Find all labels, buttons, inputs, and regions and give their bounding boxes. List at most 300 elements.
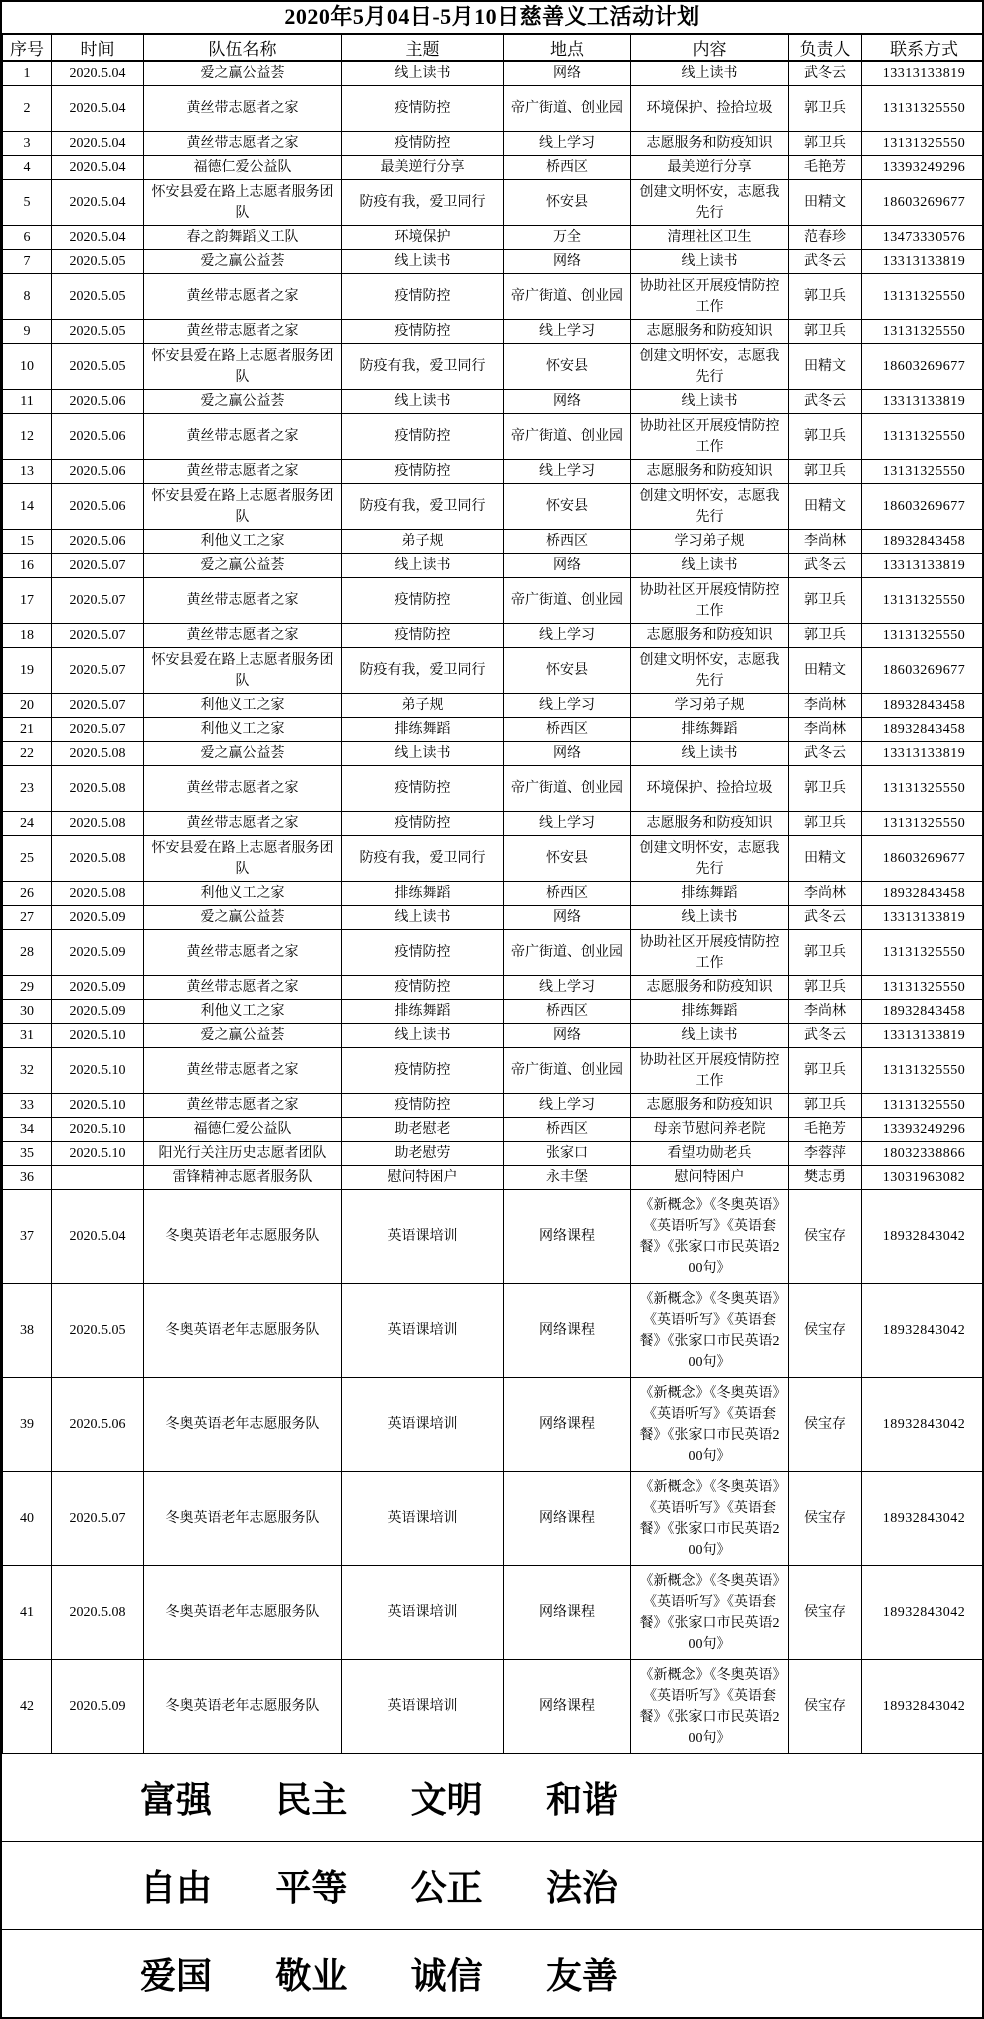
cell-time: 2020.5.07 [52,648,144,694]
cell-contact: 18603269677 [862,484,984,530]
cell-time: 2020.5.10 [52,1142,144,1166]
cell-time: 2020.5.05 [52,320,144,344]
cell-theme: 疫情防控 [342,1048,504,1094]
cell-team: 春之韵舞蹈义工队 [144,226,342,250]
cell-index: 7 [3,250,52,274]
cell-content: 排练舞蹈 [631,882,789,906]
cell-content: 创建文明怀安，志愿我先行 [631,836,789,882]
cell-time: 2020.5.09 [52,976,144,1000]
cell-index: 20 [3,694,52,718]
cell-theme: 线上读书 [342,1024,504,1048]
table-row [3,344,984,390]
cell-theme: 排练舞蹈 [342,718,504,742]
cell-location: 网络课程 [504,1190,631,1284]
cell-theme: 疫情防控 [342,132,504,156]
cell-index: 41 [3,1566,52,1660]
cell-leader: 田精文 [789,648,862,694]
cell-theme: 最美逆行分享 [342,156,504,180]
cell-content: 《新概念》《冬奥英语》《英语听写》《英语套餐》《张家口市民英语200句》 [631,1566,789,1660]
cell-leader: 李尚林 [789,530,862,554]
cell-time: 2020.5.04 [52,226,144,250]
cell-time: 2020.5.08 [52,742,144,766]
cell-location: 网络 [504,390,631,414]
cell-theme: 排练舞蹈 [342,1000,504,1024]
cell-index: 26 [3,882,52,906]
cell-content: 志愿服务和防疫知识 [631,320,789,344]
cell-index: 39 [3,1378,52,1472]
cell-team: 爱之赢公益荟 [144,390,342,414]
cell-theme: 疫情防控 [342,274,504,320]
cell-time: 2020.5.05 [52,1284,144,1378]
table-row [3,1094,984,1118]
cell-index: 32 [3,1048,52,1094]
table-row [3,1118,984,1142]
cell-theme: 英语课培训 [342,1472,504,1566]
cell-content: 《新概念》《冬奥英语》《英语听写》《英语套餐》《张家口市民英语200句》 [631,1190,789,1284]
cell-content: 排练舞蹈 [631,1000,789,1024]
cell-content: 母亲节慰问养老院 [631,1118,789,1142]
cell-team: 黄丝带志愿者之家 [144,1094,342,1118]
table-row [3,320,984,344]
cell-content: 慰问特困户 [631,1166,789,1190]
cell-team: 黄丝带志愿者之家 [144,274,342,320]
cell-theme: 英语课培训 [342,1284,504,1378]
cell-content: 协助社区开展疫情防控工作 [631,578,789,624]
cell-contact: 18932843042 [862,1660,984,1754]
cell-content: 协助社区开展疫情防控工作 [631,274,789,320]
cell-location: 帝广街道、创业园 [504,578,631,624]
core-values-footer [2,1754,982,2017]
cell-contact: 18932843042 [862,1284,984,1378]
cell-content: 创建文明怀安，志愿我先行 [631,484,789,530]
cell-team: 冬奥英语老年志愿服务队 [144,1660,342,1754]
cell-content: 环境保护、捡拾垃圾 [631,86,789,132]
cell-index: 24 [3,812,52,836]
cell-theme: 英语课培训 [342,1190,504,1284]
cell-contact: 18932843458 [862,882,984,906]
cell-team: 黄丝带志愿者之家 [144,578,342,624]
cell-team: 黄丝带志愿者之家 [144,132,342,156]
cell-theme: 助老慰劳 [342,1142,504,1166]
table-row [3,554,984,578]
cell-theme: 疫情防控 [342,414,504,460]
cell-location: 帝广街道、创业园 [504,766,631,812]
cell-time: 2020.5.04 [52,132,144,156]
cell-team: 冬奥英语老年志愿服务队 [144,1472,342,1566]
table-row [3,1000,984,1024]
cell-time: 2020.5.08 [52,836,144,882]
cell-time: 2020.5.06 [52,484,144,530]
cell-index: 3 [3,132,52,156]
core-value-word: 友善 [545,1956,618,1996]
cell-index: 12 [3,414,52,460]
cell-leader: 毛艳芳 [789,156,862,180]
cell-contact: 13313133819 [862,61,984,86]
core-value-word: 公正 [410,1868,483,1908]
cell-leader: 侯宝存 [789,1660,862,1754]
cell-team: 爱之赢公益荟 [144,742,342,766]
cell-location: 桥西区 [504,156,631,180]
core-value-word: 法治 [545,1868,618,1908]
cell-team: 冬奥英语老年志愿服务队 [144,1378,342,1472]
core-value-word: 爱国 [140,1956,213,1996]
cell-leader: 郭卫兵 [789,1048,862,1094]
cell-leader: 李尚林 [789,882,862,906]
cell-time: 2020.5.07 [52,694,144,718]
cell-theme: 疫情防控 [342,86,504,132]
cell-location: 帝广街道、创业园 [504,274,631,320]
cell-contact: 13131325550 [862,460,984,484]
table-row [3,1472,984,1566]
cell-theme: 疫情防控 [342,320,504,344]
cell-location: 线上学习 [504,976,631,1000]
cell-time: 2020.5.05 [52,344,144,390]
cell-leader: 郭卫兵 [789,86,862,132]
cell-index: 17 [3,578,52,624]
table-row [3,578,984,624]
table-row [3,460,984,484]
cell-team: 利他义工之家 [144,882,342,906]
cell-team: 怀安县爱在路上志愿者服务团队 [144,180,342,226]
table-row [3,274,984,320]
cell-theme: 疫情防控 [342,1094,504,1118]
cell-location: 帝广街道、创业园 [504,1048,631,1094]
cell-contact: 18032338866 [862,1142,984,1166]
cell-location: 帝广街道、创业园 [504,86,631,132]
core-value-word: 富强 [140,1780,213,1820]
cell-leader: 郭卫兵 [789,624,862,648]
cell-leader: 田精文 [789,484,862,530]
column-header-time: 时间 [52,35,144,62]
table-row [3,484,984,530]
cell-location: 桥西区 [504,530,631,554]
cell-team: 冬奥英语老年志愿服务队 [144,1190,342,1284]
cell-team: 黄丝带志愿者之家 [144,976,342,1000]
cell-index: 18 [3,624,52,648]
cell-location: 怀安县 [504,836,631,882]
cell-leader: 李尚林 [789,1000,862,1024]
cell-time: 2020.5.10 [52,1024,144,1048]
cell-index: 1 [3,61,52,86]
cell-index: 28 [3,930,52,976]
cell-time: 2020.5.09 [52,930,144,976]
cell-index: 25 [3,836,52,882]
table-row [3,648,984,694]
cell-contact: 13313133819 [862,906,984,930]
cell-content: 看望功勋老兵 [631,1142,789,1166]
cell-index: 22 [3,742,52,766]
table-row [3,1284,984,1378]
cell-team: 爱之赢公益荟 [144,554,342,578]
cell-location: 网络课程 [504,1378,631,1472]
cell-time: 2020.5.05 [52,274,144,320]
cell-team: 利他义工之家 [144,694,342,718]
cell-index: 2 [3,86,52,132]
core-values-row-1 [2,1754,982,1841]
cell-leader: 田精文 [789,344,862,390]
cell-contact: 13131325550 [862,274,984,320]
cell-location: 线上学习 [504,694,631,718]
cell-leader: 武冬云 [789,554,862,578]
cell-contact: 13313133819 [862,390,984,414]
cell-leader: 武冬云 [789,250,862,274]
cell-content: 志愿服务和防疫知识 [631,812,789,836]
cell-time: 2020.5.04 [52,180,144,226]
cell-leader: 郭卫兵 [789,460,862,484]
column-header-index: 序号 [3,35,52,62]
cell-content: 志愿服务和防疫知识 [631,624,789,648]
cell-leader: 郭卫兵 [789,812,862,836]
cell-team: 黄丝带志愿者之家 [144,460,342,484]
cell-theme: 疫情防控 [342,812,504,836]
cell-content: 最美逆行分享 [631,156,789,180]
cell-contact: 18932843458 [862,1000,984,1024]
cell-contact: 13131325550 [862,578,984,624]
core-value-word: 自由 [140,1868,213,1908]
cell-content: 环境保护、捡拾垃圾 [631,766,789,812]
cell-theme: 线上读书 [342,61,504,86]
cell-content: 线上读书 [631,390,789,414]
cell-time: 2020.5.06 [52,460,144,484]
cell-content: 线上读书 [631,742,789,766]
cell-leader: 范春珍 [789,226,862,250]
page-title: 2020年5月04日-5月10日慈善义工活动计划 [2,2,982,34]
cell-content: 协助社区开展疫情防控工作 [631,414,789,460]
table-row [3,1378,984,1472]
cell-time: 2020.5.08 [52,812,144,836]
cell-location: 网络 [504,250,631,274]
cell-index: 37 [3,1190,52,1284]
cell-location: 线上学习 [504,1094,631,1118]
cell-contact: 18932843458 [862,694,984,718]
cell-leader: 毛艳芳 [789,1118,862,1142]
table-row [3,718,984,742]
cell-content: 协助社区开展疫情防控工作 [631,1048,789,1094]
cell-team: 冬奥英语老年志愿服务队 [144,1284,342,1378]
cell-index: 36 [3,1166,52,1190]
cell-content: 清理社区卫生 [631,226,789,250]
cell-contact: 18932843042 [862,1190,984,1284]
cell-index: 19 [3,648,52,694]
cell-leader: 侯宝存 [789,1472,862,1566]
cell-index: 23 [3,766,52,812]
cell-index: 42 [3,1660,52,1754]
cell-index: 6 [3,226,52,250]
cell-contact: 18603269677 [862,180,984,226]
table-row [3,766,984,812]
column-header-leader: 负责人 [789,35,862,62]
column-header-team: 队伍名称 [144,35,342,62]
cell-time: 2020.5.07 [52,718,144,742]
core-value-word: 文明 [410,1780,483,1820]
cell-contact: 18603269677 [862,648,984,694]
cell-content: 线上读书 [631,61,789,86]
cell-theme: 线上读书 [342,390,504,414]
cell-contact: 13131325550 [862,624,984,648]
cell-team: 爱之赢公益荟 [144,906,342,930]
cell-time [52,1166,144,1190]
cell-content: 线上读书 [631,1024,789,1048]
cell-time: 2020.5.06 [52,414,144,460]
cell-contact: 18932843042 [862,1472,984,1566]
cell-location: 万全 [504,226,631,250]
core-value-word: 平等 [275,1868,348,1908]
cell-leader: 李尚林 [789,718,862,742]
cell-index: 35 [3,1142,52,1166]
cell-index: 30 [3,1000,52,1024]
cell-leader: 郭卫兵 [789,320,862,344]
cell-content: 《新概念》《冬奥英语》《英语听写》《英语套餐》《张家口市民英语200句》 [631,1660,789,1754]
cell-time: 2020.5.09 [52,1000,144,1024]
cell-index: 13 [3,460,52,484]
cell-leader: 郭卫兵 [789,414,862,460]
cell-theme: 防疫有我，爱卫同行 [342,344,504,390]
cell-index: 14 [3,484,52,530]
cell-time: 2020.5.09 [52,1660,144,1754]
cell-theme: 疫情防控 [342,766,504,812]
cell-leader: 李尚林 [789,694,862,718]
cell-team: 怀安县爱在路上志愿者服务团队 [144,344,342,390]
cell-index: 40 [3,1472,52,1566]
table-row [3,156,984,180]
cell-theme: 疫情防控 [342,460,504,484]
cell-team: 黄丝带志愿者之家 [144,766,342,812]
cell-index: 11 [3,390,52,414]
table-row [3,1048,984,1094]
cell-contact: 13131325550 [862,930,984,976]
table-row [3,1660,984,1754]
cell-location: 线上学习 [504,132,631,156]
cell-theme: 线上读书 [342,554,504,578]
cell-leader: 武冬云 [789,61,862,86]
cell-theme: 防疫有我，爱卫同行 [342,648,504,694]
cell-time: 2020.5.04 [52,1190,144,1284]
cell-theme: 弟子规 [342,530,504,554]
cell-index: 34 [3,1118,52,1142]
cell-team: 黄丝带志愿者之家 [144,1048,342,1094]
cell-team: 爱之赢公益荟 [144,1024,342,1048]
cell-content: 志愿服务和防疫知识 [631,976,789,1000]
table-row [3,132,984,156]
cell-contact: 18603269677 [862,344,984,390]
cell-leader: 李蓉萍 [789,1142,862,1166]
cell-team: 黄丝带志愿者之家 [144,320,342,344]
cell-time: 2020.5.10 [52,1094,144,1118]
cell-leader: 郭卫兵 [789,766,862,812]
table-row [3,1566,984,1660]
cell-team: 怀安县爱在路上志愿者服务团队 [144,836,342,882]
column-header-location: 地点 [504,35,631,62]
cell-leader: 郭卫兵 [789,132,862,156]
table-row [3,742,984,766]
cell-location: 怀安县 [504,648,631,694]
cell-location: 张家口 [504,1142,631,1166]
table-row [3,226,984,250]
column-header-theme: 主题 [342,35,504,62]
cell-team: 怀安县爱在路上志愿者服务团队 [144,648,342,694]
cell-time: 2020.5.06 [52,530,144,554]
cell-content: 创建文明怀安，志愿我先行 [631,344,789,390]
table-row [3,694,984,718]
cell-content: 《新概念》《冬奥英语》《英语听写》《英语套餐》《张家口市民英语200句》 [631,1284,789,1378]
cell-contact: 13131325550 [862,976,984,1000]
cell-index: 9 [3,320,52,344]
cell-location: 怀安县 [504,344,631,390]
cell-location: 网络 [504,742,631,766]
cell-theme: 线上读书 [342,742,504,766]
cell-theme: 防疫有我，爱卫同行 [342,180,504,226]
cell-location: 网络 [504,906,631,930]
cell-theme: 线上读书 [342,250,504,274]
cell-leader: 郭卫兵 [789,930,862,976]
cell-index: 21 [3,718,52,742]
cell-location: 桥西区 [504,882,631,906]
cell-content: 创建文明怀安，志愿我先行 [631,180,789,226]
table-row [3,624,984,648]
cell-theme: 防疫有我，爱卫同行 [342,484,504,530]
table-row [3,86,984,132]
cell-content: 学习弟子规 [631,530,789,554]
cell-content: 线上读书 [631,250,789,274]
cell-time: 2020.5.05 [52,250,144,274]
cell-team: 福德仁爱公益队 [144,1118,342,1142]
cell-location: 网络课程 [504,1284,631,1378]
core-value-word: 敬业 [275,1956,348,1996]
cell-leader: 田精文 [789,836,862,882]
table-row [3,1190,984,1284]
cell-time: 2020.5.07 [52,1472,144,1566]
cell-contact: 13131325550 [862,766,984,812]
cell-location: 线上学习 [504,460,631,484]
table-row [3,390,984,414]
cell-content: 志愿服务和防疫知识 [631,460,789,484]
cell-content: 线上读书 [631,906,789,930]
activity-table [2,34,984,1754]
cell-content: 线上读书 [631,554,789,578]
cell-time: 2020.5.06 [52,390,144,414]
cell-contact: 13313133819 [862,1024,984,1048]
cell-team: 黄丝带志愿者之家 [144,812,342,836]
cell-contact: 13131325550 [862,320,984,344]
cell-index: 15 [3,530,52,554]
cell-team: 利他义工之家 [144,530,342,554]
cell-time: 2020.5.07 [52,554,144,578]
table-row [3,180,984,226]
cell-time: 2020.5.08 [52,882,144,906]
cell-contact: 13313133819 [862,742,984,766]
cell-theme: 线上读书 [342,906,504,930]
core-value-word: 诚信 [410,1956,483,1996]
cell-leader: 田精文 [789,180,862,226]
cell-time: 2020.5.06 [52,1378,144,1472]
cell-index: 16 [3,554,52,578]
cell-index: 4 [3,156,52,180]
cell-theme: 环境保护 [342,226,504,250]
cell-location: 桥西区 [504,1000,631,1024]
cell-content: 《新概念》《冬奥英语》《英语听写》《英语套餐》《张家口市民英语200句》 [631,1378,789,1472]
cell-team: 黄丝带志愿者之家 [144,86,342,132]
table-row [3,836,984,882]
cell-content: 排练舞蹈 [631,718,789,742]
cell-leader: 武冬云 [789,390,862,414]
cell-team: 阳光行关注历史志愿者团队 [144,1142,342,1166]
cell-time: 2020.5.08 [52,1566,144,1660]
table-row [3,812,984,836]
cell-location: 网络 [504,1024,631,1048]
cell-contact: 13131325550 [862,414,984,460]
cell-location: 桥西区 [504,718,631,742]
cell-time: 2020.5.10 [52,1118,144,1142]
